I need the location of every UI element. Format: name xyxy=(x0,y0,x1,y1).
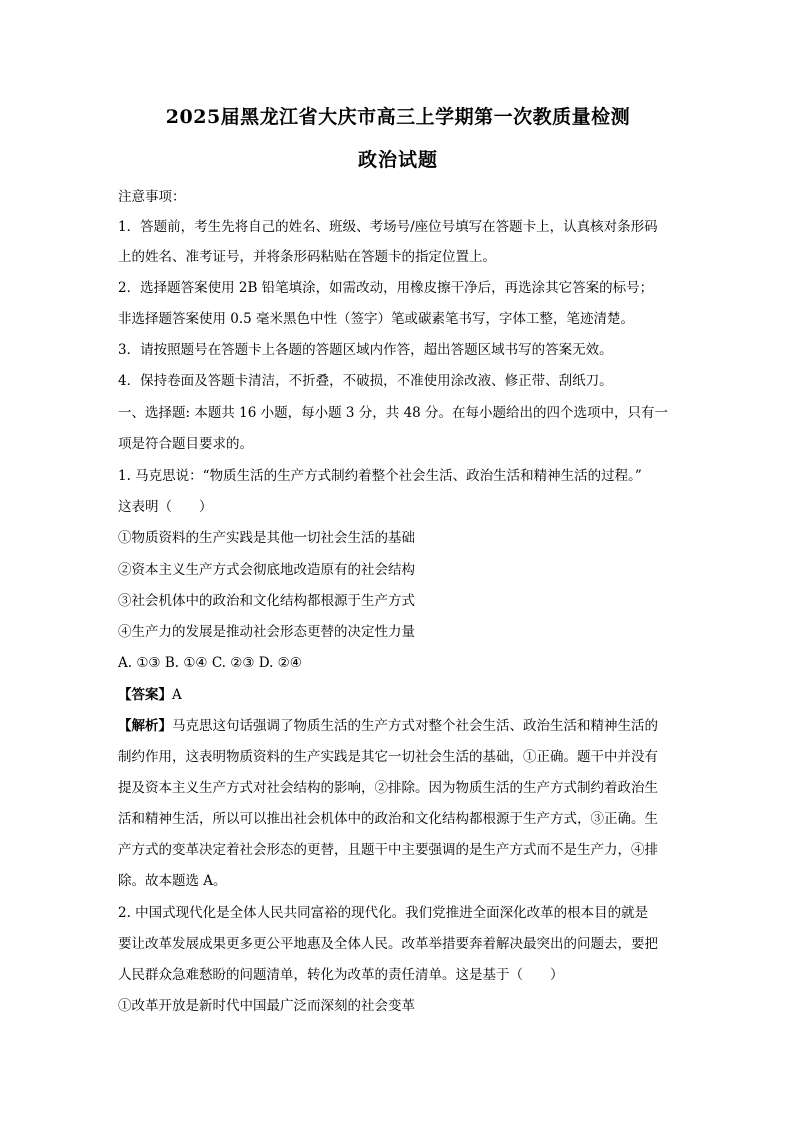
q1-option-2: ②资本主义生产方式会彻底地改造原有的社会结构 xyxy=(118,562,415,578)
answer-value: A xyxy=(172,687,182,703)
notice-item-4: 4．保持卷面及答题卡清洁，不折叠，不破损，不准使用涂改液、修正带、刮纸刀。 xyxy=(118,373,613,389)
q1-stem-line-2: 这表明（ ） xyxy=(118,499,213,515)
q2-stem-line-1: 2. 中国式现代化是全体人民共同富裕的现代化。我们党推进全面深化改革的根本目的就是 xyxy=(118,905,649,921)
notice-item-1-line-1: 1．答题前，考生先将自己的姓名、班级、考场号/座位号填写在答题卡上，认真核对条形码 xyxy=(118,219,658,235)
q1-analysis-line-5: 产方式的变革决定着社会形态的更替，且题干中主要强调的是生产方式而不是生产力，④排 xyxy=(118,842,658,858)
q1-analysis-line-6: 除。故本题选 A。 xyxy=(118,873,227,889)
q2-option-1: ①改革开放是新时代中国最广泛而深刻的社会变革 xyxy=(118,998,415,1014)
section-heading-line-2: 项是符合题目要求的。 xyxy=(118,436,253,452)
q2-stem-line-2: 要让改革发展成果更多更公平地惠及全体人民。改革举措要奔着解决最突出的问题去，要把 xyxy=(118,936,658,952)
q1-choices: A. ①③ B. ①④ C. ②③ D. ②④ xyxy=(118,655,302,671)
q1-analysis-line-2: 制约作用，这表明物质资料的生产实践是其它一切社会生活的基础，①正确。题干中并没有 xyxy=(118,749,658,765)
answer-label: 【答案】 xyxy=(118,687,172,703)
q1-analysis-line-1 xyxy=(118,716,678,736)
q1-analysis-line-4: 活和精神生活，所以可以推出社会机体中的政治和文化结构都根源于生产方式，③正确。生 xyxy=(118,811,658,827)
q1-answer xyxy=(118,685,678,705)
q1-analysis-line-3: 提及资本主义生产方式对社会结构的影响，②排除。因为物质生活的生产方式制约着政治生 xyxy=(118,780,658,796)
q1-option-1: ①物质资料的生产实践是其他一切社会生活的基础 xyxy=(118,530,415,546)
notice-item-3: 3．请按照题号在答题卡上各题的答题区域内作答，超出答题区域书写的答案无效。 xyxy=(118,342,613,358)
q1-option-4: ④生产力的发展是推动社会形态更替的决定性力量 xyxy=(118,624,415,640)
q1-stem-line-1: 1. 马克思说：“物质生活的生产方式制约着整个社会生活、政治生活和精神生活的过程。” xyxy=(118,468,642,484)
q2-stem-line-3: 人民群众急难愁盼的问题清单，转化为改革的责任清单。这是基于（ ） xyxy=(118,967,564,983)
notice-item-1-line-2: 上的姓名、准考证号，并将条形码粘贴在答题卡的指定位置上。 xyxy=(118,249,496,265)
q1-option-3: ③社会机体中的政治和文化结构都根源于生产方式 xyxy=(118,593,415,609)
notice-item-2-line-2: 非选择题答案使用 0.5 毫米黑色中性（签字）笔或碳素笔书写，字体工整，笔迹清楚。 xyxy=(118,311,635,327)
analysis-label: 【解析】 xyxy=(118,718,172,734)
exam-title: 2025届黑龙江省大庆市高三上学期第一次教质量检测 xyxy=(165,106,631,128)
notice-heading: 注意事项： xyxy=(118,189,186,205)
exam-subtitle: 政治试题 xyxy=(357,149,438,171)
analysis-text: 马克思这句话强调了物质生活的生产方式对整个社会生活、政治生活和精神生活的 xyxy=(172,718,658,734)
notice-item-2-line-1: 2．选择题答案使用 2B 铅笔填涂，如需改动，用橡皮擦干净后，再选涂其它答案的标号； xyxy=(118,280,654,296)
section-heading-line-1: 一、选择题: 本题共 16 小题，每小题 3 分，共 48 分。在每小题给出的四个选项中，只有一 xyxy=(118,405,669,421)
